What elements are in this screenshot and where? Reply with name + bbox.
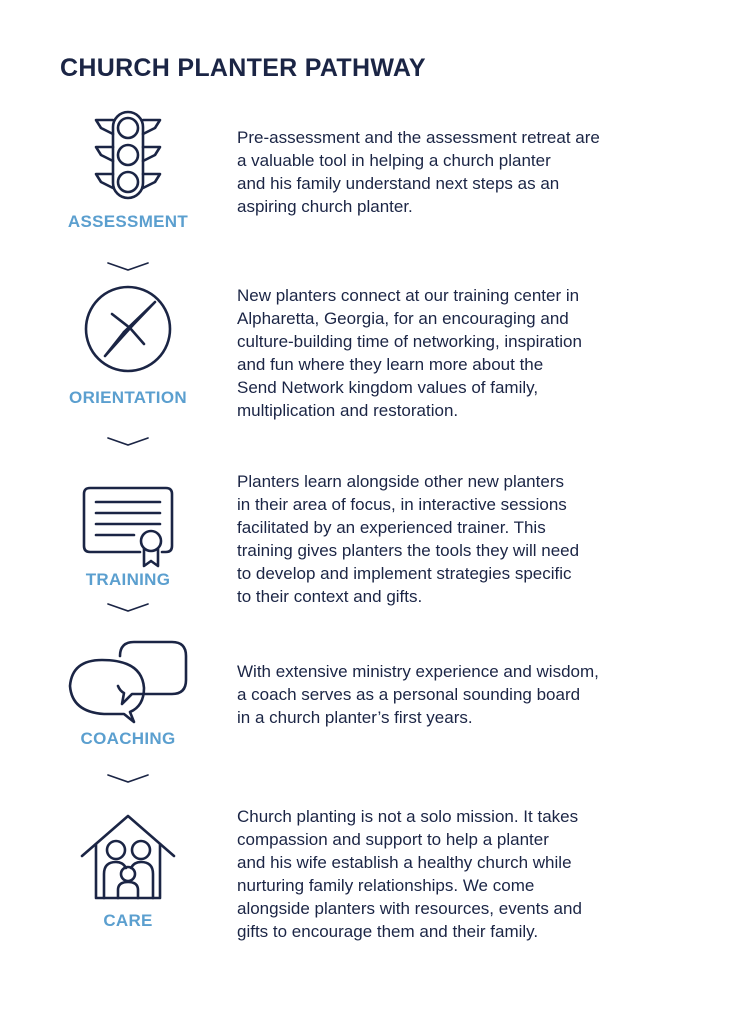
- chevron-down-icon: [107, 262, 149, 272]
- certificate-icon: [60, 482, 196, 582]
- step-description-coaching: With extensive ministry experience and wisdom, a coach serves as a personal sounding board in a church planter’s first years.: [237, 662, 599, 727]
- step-description-care: Church planting is not a solo mission. It takes compassion and support to help a planter and his wife establish a healthy church while nurturing family relationships. We come alongside planters with resources, events and gifts to encourage them and their family.: [237, 807, 582, 941]
- chevron-down-icon: [107, 437, 149, 447]
- chevron-down-icon: [107, 603, 149, 613]
- step-description-assessment: Pre-assessment and the assessment retreat are a valuable tool in helping a church planter and his family understand next steps as an aspiring church planter.: [237, 128, 600, 216]
- step-label-coaching: COACHING: [80, 729, 176, 748]
- traffic-light-icon: [60, 108, 196, 208]
- chevron-down-icon: [107, 774, 149, 784]
- family-house-icon: [60, 812, 196, 912]
- step-description-orientation: New planters connect at our training center in Alpharetta, Georgia, for an encouraging and culture-building time of networking, inspiration and fun where they learn more about the Send Network kingdom values of family, multiplication and restoration.: [237, 286, 582, 420]
- step-label-care: CARE: [103, 911, 153, 930]
- step-label-training: TRAINING: [85, 570, 171, 589]
- step-description-training: Planters learn alongside other new planters in their area of focus, in interactive sessions facilitated by an experienced trainer. This training gives planters the tools they will need to develop and implement strategies specific to their context and gifts.: [237, 472, 580, 606]
- step-label-orientation: ORIENTATION: [69, 388, 187, 407]
- compass-icon: [60, 280, 196, 380]
- step-label-assessment: ASSESSMENT: [67, 212, 189, 231]
- page-title: CHURCH PLANTER PATHWAY: [60, 54, 426, 82]
- speech-bubbles-icon: [60, 636, 196, 736]
